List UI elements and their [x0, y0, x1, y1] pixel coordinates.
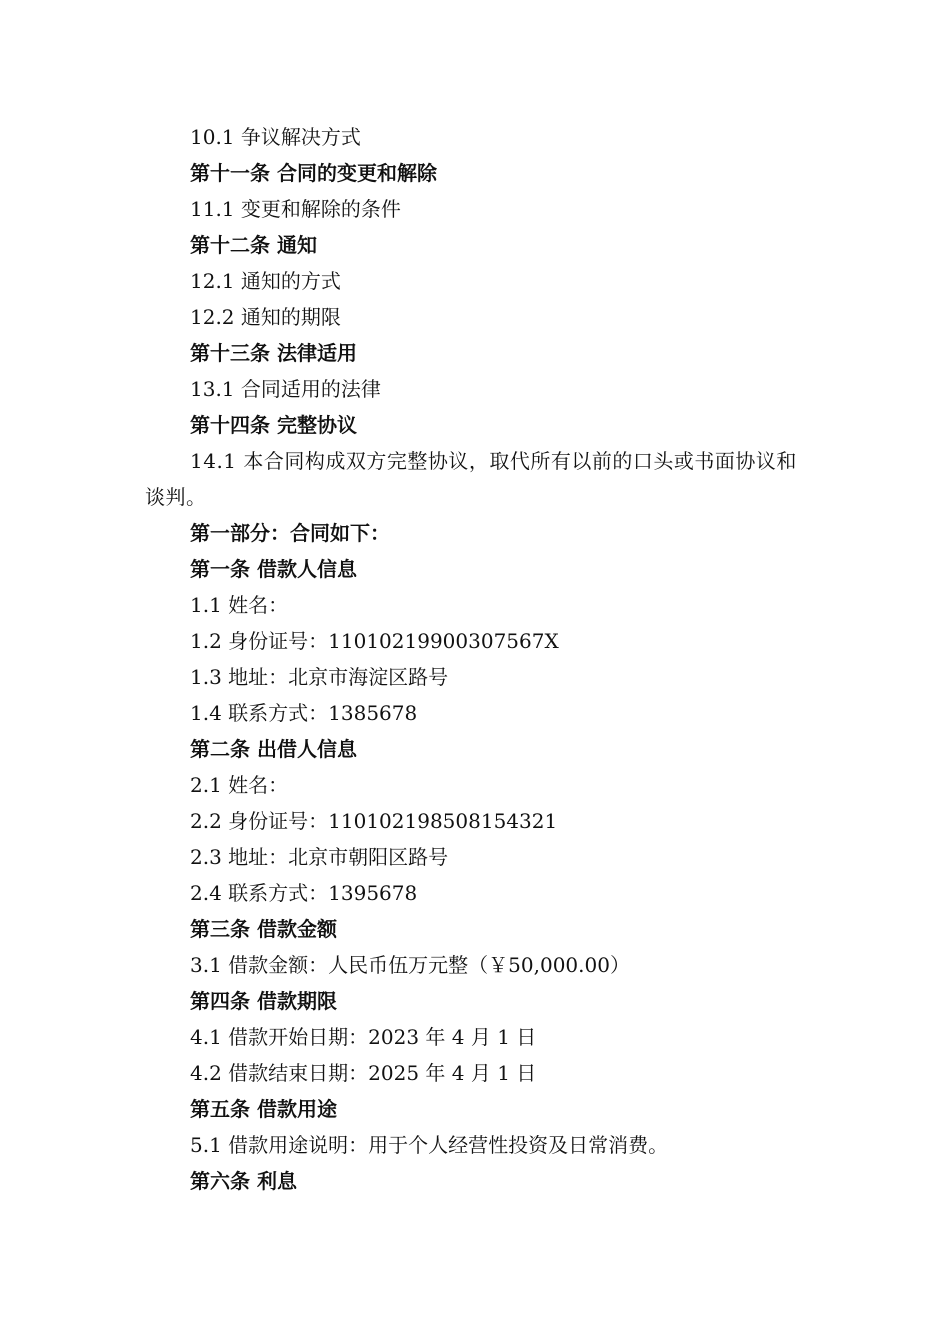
article-12-heading: 第十二条 通知 [190, 233, 317, 257]
clause-1-2: 1.2 身份证号：11010219900307567X [190, 629, 559, 653]
clause-2-3: 2.3 地址：北京市朝阳区路号 [190, 845, 449, 869]
clause-1-1: 1.1 姓名： [190, 593, 289, 617]
article-13-heading: 第十三条 法律适用 [190, 341, 357, 365]
article-1-heading: 第一条 借款人信息 [190, 557, 357, 581]
part-one-heading: 第一部分：合同如下： [190, 521, 390, 545]
article-4-heading: 第四条 借款期限 [190, 989, 337, 1013]
clause-13-1: 13.1 合同适用的法律 [190, 377, 381, 401]
article-6-heading: 第六条 利息 [190, 1169, 297, 1193]
document-body [145, 119, 810, 1199]
clause-14-1: 14.1 本合同构成双方完整协议，取代所有以前的口头或书面协议和谈判。 [145, 449, 797, 509]
clause-4-1: 4.1 借款开始日期：2023 年 4 月 1 日 [190, 1025, 537, 1049]
clause-12-1: 12.1 通知的方式 [190, 269, 341, 293]
article-5-heading: 第五条 借款用途 [190, 1097, 337, 1121]
article-11-heading: 第十一条 合同的变更和解除 [190, 161, 437, 185]
clause-4-2: 4.2 借款结束日期：2025 年 4 月 1 日 [190, 1061, 537, 1085]
article-2-heading: 第二条 出借人信息 [190, 737, 357, 761]
clause-11-1: 11.1 变更和解除的条件 [190, 197, 401, 221]
clause-2-4: 2.4 联系方式：1395678 [190, 881, 418, 905]
clause-2-2: 2.2 身份证号：110102198508154321 [190, 809, 558, 833]
clause-1-3: 1.3 地址：北京市海淀区路号 [190, 665, 449, 689]
clause-12-2: 12.2 通知的期限 [190, 305, 341, 329]
clause-10-1: 10.1 争议解决方式 [190, 125, 361, 149]
article-14-heading: 第十四条 完整协议 [190, 413, 357, 437]
clause-1-4: 1.4 联系方式：1385678 [190, 701, 418, 725]
clause-2-1: 2.1 姓名： [190, 773, 289, 797]
clause-3-1: 3.1 借款金额：人民币伍万元整（￥50,000.00） [190, 953, 630, 977]
article-3-heading: 第三条 借款金额 [190, 917, 337, 941]
clause-5-1: 5.1 借款用途说明：用于个人经营性投资及日常消费。 [190, 1133, 669, 1157]
